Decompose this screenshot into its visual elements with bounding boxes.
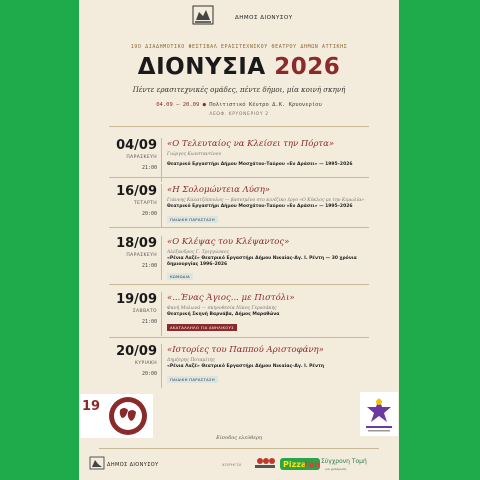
theatre-masks-icon [80,394,153,438]
divider [99,448,379,449]
date-venue-line [79,102,399,108]
sponsor-fan: Fan [304,460,320,469]
festival-poster [79,0,399,480]
event-date: 19/09 [116,292,157,307]
divider [109,126,369,127]
event-time: 21:00 [141,263,157,269]
sponsor-tagline: για χαλάρωση [325,467,347,471]
event-date: 04/09 [116,138,157,153]
event-troupe: Θεατρικό Εργαστήρι Δήμου Μοσχάτου-Ταύρου «Εν Δράσει» — 1995–2026 [167,204,353,209]
event-divider [161,138,162,182]
event-date: 20/09 [116,344,157,359]
pizza-fan-logo [280,456,320,470]
event-author: Φανή Μυλωνά — σκηνοθεσία Νίκος Γεροσάκης [167,306,277,311]
title-main: ΔΙΟΝΥΣΙΑ [137,54,266,80]
event-title: «Η Σολομώντεια Λύση» [167,185,271,195]
event-time: 20:00 [141,371,157,377]
pizza-fan-icon [280,457,320,471]
sponsor-pizza: Pizza [283,460,307,469]
footer-municipality-logo-icon [89,456,105,470]
event-troupe: «Ρένια Λαζέ» Θεατρικό Εργαστήρι Δήμου Νικαίας–Αγ. Ι. Ρέντη [167,364,325,369]
divider [109,177,369,178]
event-badge: ΑΚΑΤΑΛΛΗΛΟ ΓΙΑ ΑΝΗΛΙΚΟΥΣ [167,324,237,331]
event-badge: ΚΩΜΩΔΙΑ [167,273,193,280]
event-day: ΤΕΤΑΡΤΗ [133,201,157,206]
event-author: Αλέξανδρος Γ. Τριγγώνκος [167,250,230,255]
event-date: 18/09 [116,236,157,251]
event-troupe: «Ρένια Λαζέ» Θεατρικό Εργαστήρι Δήμου Νικαίας–Αγ. Ι. Ρέντη — 30 χρόνια δημιουργίας 1996–2026 [167,256,357,267]
event-day: ΚΥΡΙΑΚΗ [135,361,157,366]
event-day: ΠΑΡΑΣΚΕΥΗ [126,253,157,258]
event-badge: ΠΑΙΔΙΚΗ ΠΑΡΑΣΤΑΣΗ [167,376,218,383]
seal-number: 19 [82,399,101,414]
event-badge: ΠΑΙΔΙΚΗ ΠΑΡΑΣΤΑΣΗ [167,216,218,223]
event-time: 21:00 [141,319,157,325]
event-day: ΠΑΡΑΣΚΕΥΗ [126,155,157,160]
municipality-name: ΔΗΜΟΣ ΔΙΟΝΥΣΟΥ [235,15,293,21]
divider [109,227,369,228]
event-title: «Ο Τελευταίος να Κλείσει την Πόρτα» [167,139,335,149]
star-figure-icon [360,392,398,436]
event-author: Γιάννης Καλατζόπουλος — βασισμένο στο κινέζικο έργο «Ο Κύκλος με την Κιμωλία» [167,198,365,203]
footer-municipality-name: ΔΗΜΟΣ ΔΙΟΝΥΣΟΥ [107,462,159,468]
event-troupe: Θεατρική Σκηνή Βαρνάβα, Δήμος Μαραθώνα [167,312,280,317]
event-time: 21:00 [141,165,157,171]
partner-logo [360,392,398,436]
festival-seal-logo [80,394,153,438]
sponsors-label: ΧΟΡΗΓΟΙ [222,462,242,467]
event-title: «...Ένας Άγιος... με Πιστόλι» [167,293,295,303]
event-time: 20:00 [141,211,157,217]
event-title: «Ο Κλέψας του Κλέψαντος» [167,237,290,247]
title-year: 2026 [274,54,341,80]
free-entry-note: Είσοδος ελεύθερη [216,435,262,441]
event-date: 16/09 [116,184,157,199]
event-troupe: Θεατρικό Εργαστήρι Δήμου Μοσχάτου-Ταύρου «Εν Δράσει» — 1995–2026 [167,162,353,167]
event-author: Δημήτρης Ποταμίτης [167,358,215,363]
event-divider [161,292,162,336]
festival-tagline: 19Ο ΔΙΑΔΗΜΟΤΙΚΟ ΦΕΣΤΙΒΑΛ ΕΡΑΣΙΤΕΧΝΙΚΟΥ ΘΕΑΤΡΟΥ ΔΗΜΩΝ ΑΤΤΙΚΗΣ [130,44,348,50]
subtitle: Πέντε ερασιτεχνικές ομάδες, πέντε δήμοι, μία κοινή σκηνή [132,86,346,94]
page-title [79,54,399,80]
event-divider [161,344,162,388]
address: ΛΕΩΦ. ΚΡΥΟΝΕΡΙΟΥ 2 [209,112,269,117]
sponsor-logo-icon [252,456,278,470]
date-range: 04.09 — 20.09 [156,102,200,108]
divider [109,284,369,285]
event-divider [161,236,162,280]
venue: Πολιτιστικό Κέντρο Δ.Κ. Κρυονερίου [209,102,322,108]
bullet-icon: ● [202,102,210,108]
event-title: «Ιστορίες του Παππού Αριστοφάνη» [167,345,324,355]
divider [109,337,369,338]
event-day: ΣΑΒΒΑΤΟ [132,309,157,314]
sponsor-name: Σύγχρονη Τομή [321,458,367,465]
event-divider [161,184,162,228]
event-author: Γιώργος Κωνσταντίνου [167,152,222,157]
municipality-logo-icon [191,4,235,26]
